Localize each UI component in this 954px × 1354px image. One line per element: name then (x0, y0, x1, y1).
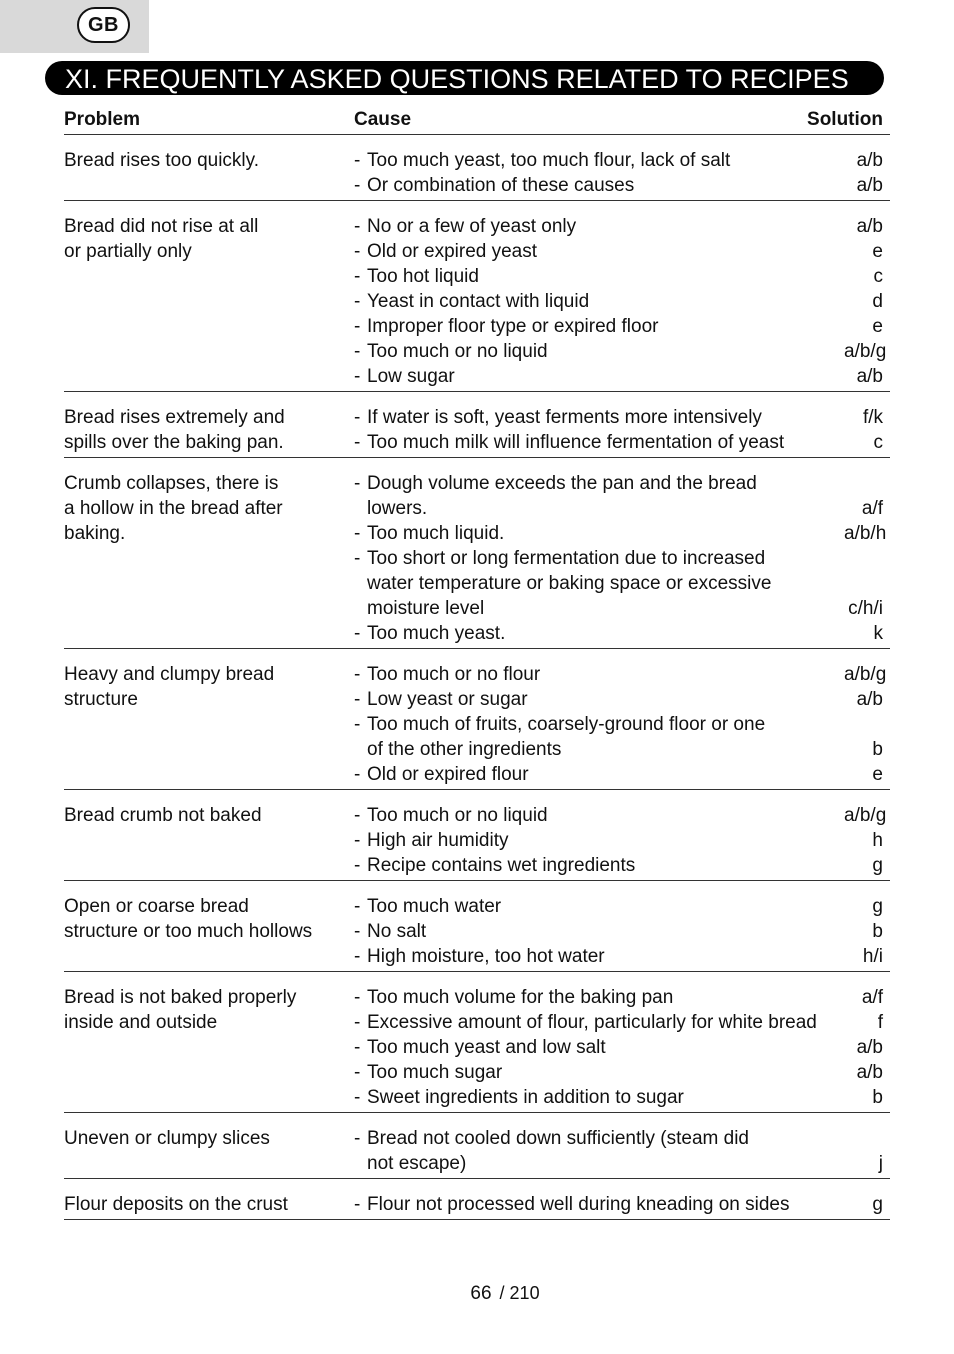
cause-line (354, 1060, 890, 1085)
solution-code: a/b/g (844, 805, 887, 826)
solution-code: h/i (862, 946, 883, 967)
cause-text: - Low sugar (354, 364, 844, 389)
table-row (64, 392, 890, 458)
cause-list (354, 1126, 890, 1176)
problem-cell: Bread did not rise at all or partially only (64, 216, 259, 262)
cause-line (354, 148, 890, 173)
solution-code: d (872, 291, 883, 312)
faq-table (64, 107, 890, 1220)
cause-text: - Too much or no liquid (354, 803, 844, 828)
cause-text: - High moisture, too hot water (354, 944, 844, 969)
problem-cell: Bread rises extremely and spills over the baking pan. (64, 407, 285, 453)
cause-text: - Or combination of these causes (354, 173, 844, 198)
solution-code: k (873, 623, 883, 644)
cause-line (354, 596, 890, 621)
cause-text: - Too much or no flour (354, 662, 844, 687)
problem-cell: Bread crumb not baked (64, 805, 262, 826)
cause-text: - If water is soft, yeast ferments more intensively (354, 405, 844, 430)
cause-line (354, 1126, 890, 1151)
solution-code: a/b (856, 689, 883, 710)
cause-list (354, 803, 890, 878)
cause-text: - Flour not processed well during kneading on sides (354, 1192, 844, 1217)
table-row (64, 790, 890, 881)
solution-code: c (873, 266, 883, 287)
problem-cell: Crumb collapses, there is a hollow in the bread after baking. (64, 473, 283, 544)
cause-line (354, 621, 890, 646)
table-header (64, 107, 890, 135)
solution-code: g (872, 896, 883, 917)
cause-text: - Too much volume for the baking pan (354, 985, 844, 1010)
cause-text: water temperature or baking space or excessive (367, 573, 772, 594)
cause-line (354, 1035, 890, 1060)
cause-list (354, 148, 890, 198)
solution-code: a/b/h (844, 523, 887, 544)
solution-code: a/b (856, 1062, 883, 1083)
cause-text: - No or a few of yeast only (354, 214, 844, 239)
solution-code: e (872, 764, 883, 785)
cause-line (354, 828, 890, 853)
cause-line (354, 1010, 890, 1035)
cause-text: - High air humidity (354, 828, 844, 853)
cause-text: - Sweet ingredients in addition to sugar (354, 1085, 844, 1110)
solution-code: f/k (862, 407, 883, 428)
table-row (64, 881, 890, 972)
cause-line (354, 687, 890, 712)
solution-code: c (873, 432, 883, 453)
cause-line (354, 944, 890, 969)
cause-line (354, 496, 890, 521)
cause-line (354, 214, 890, 239)
solution-code (844, 471, 890, 496)
cause-text: - Too much or no liquid (354, 339, 844, 364)
header-solution: Solution (807, 109, 883, 130)
solution-code (844, 571, 890, 596)
table-row (64, 201, 890, 392)
cause-list (354, 214, 890, 389)
cause-text: - Too short or long fermentation due to increased (354, 546, 844, 571)
solution-code (844, 546, 890, 571)
solution-code: g (872, 1194, 883, 1215)
problem-cell: Heavy and clumpy bread structure (64, 664, 275, 710)
solution-code: a/b (856, 216, 883, 237)
cause-line (354, 894, 890, 919)
cause-list (354, 471, 890, 646)
table-row (64, 649, 890, 790)
table-row (64, 1113, 890, 1179)
cause-line (354, 173, 890, 198)
page-footer (0, 1283, 954, 1305)
solution-code: a/b (856, 150, 883, 171)
header-cause: Cause (354, 109, 412, 130)
language-tab (0, 0, 149, 53)
language-badge: GB (77, 7, 130, 43)
table-row (64, 1179, 890, 1220)
cause-text: - Low yeast or sugar (354, 687, 844, 712)
solution-code: a/f (861, 987, 883, 1008)
header-problem: Problem (64, 109, 141, 130)
cause-text: - Dough volume exceeds the pan and the bread (354, 471, 844, 496)
table-body (64, 135, 890, 1220)
cause-line (354, 239, 890, 264)
cause-text: - Too much yeast. (354, 621, 844, 646)
cause-line (354, 1192, 890, 1217)
table-row (64, 458, 890, 649)
section-title: XI. FREQUENTLY ASKED QUESTIONS RELATED TO RECIPES (45, 61, 884, 95)
cause-line (354, 314, 890, 339)
cause-line (354, 289, 890, 314)
cause-text: moisture level (367, 598, 485, 619)
cause-line (354, 737, 890, 762)
cause-text: lowers. (367, 498, 428, 519)
solution-code: a/b/g (844, 341, 887, 362)
cause-text: - Too much yeast, too much flour, lack of salt (354, 148, 844, 173)
solution-code: a/b (856, 1037, 883, 1058)
cause-line (354, 853, 890, 878)
cause-text: - Old or expired yeast (354, 239, 844, 264)
cause-line (354, 405, 890, 430)
cause-list (354, 894, 890, 969)
cause-line (354, 712, 890, 737)
cause-line (354, 662, 890, 687)
cause-line (354, 339, 890, 364)
cause-text: - Excessive amount of flour, particularly for white bread (354, 1010, 844, 1035)
solution-code: a/b (856, 175, 883, 196)
cause-line (354, 1085, 890, 1110)
cause-line (354, 471, 890, 496)
cause-line (354, 430, 890, 455)
solution-code: b (872, 921, 883, 942)
cause-list (354, 662, 890, 787)
solution-code: b (872, 1087, 883, 1108)
solution-code (844, 712, 890, 737)
page-total: / 210 (499, 1283, 540, 1303)
cause-text: not escape) (367, 1153, 467, 1174)
problem-cell: Uneven or clumpy slices (64, 1128, 270, 1149)
cause-line (354, 803, 890, 828)
cause-line (354, 546, 890, 571)
cause-line (354, 762, 890, 787)
table-row (64, 135, 890, 201)
cause-line (354, 571, 890, 596)
cause-line (354, 521, 890, 546)
cause-text: - No salt (354, 919, 844, 944)
cause-text: - Too much milk will influence fermentation of yeast (354, 430, 844, 455)
problem-cell: Bread is not baked properly inside and outside (64, 987, 297, 1033)
solution-code: a/b (856, 366, 883, 387)
cause-text: - Too much liquid. (354, 521, 844, 546)
solution-code: j (878, 1153, 883, 1174)
solution-code (844, 1126, 890, 1151)
cause-text: - Too much yeast and low salt (354, 1035, 844, 1060)
solution-code: g (872, 855, 883, 876)
cause-text: - Improper floor type or expired floor (354, 314, 844, 339)
solution-code: h (872, 830, 883, 851)
cause-text: - Too much water (354, 894, 844, 919)
cause-line (354, 919, 890, 944)
solution-code: a/f (861, 498, 883, 519)
solution-code: c/h/i (848, 598, 883, 619)
cause-line (354, 1151, 890, 1176)
problem-cell: Bread rises too quickly. (64, 150, 260, 171)
page-number: 66 (470, 1283, 492, 1304)
problem-cell: Flour deposits on the crust (64, 1194, 288, 1215)
solution-code: e (872, 241, 883, 262)
cause-text: - Bread not cooled down sufficiently (steam did (354, 1126, 844, 1151)
cause-list (354, 985, 890, 1110)
solution-code: f (877, 1012, 883, 1033)
solution-code: b (872, 739, 883, 760)
cause-line (354, 264, 890, 289)
cause-text: - Recipe contains wet ingredients (354, 853, 844, 878)
cause-text: - Old or expired flour (354, 762, 844, 787)
cause-line (354, 985, 890, 1010)
cause-line (354, 364, 890, 389)
solution-code: a/b/g (844, 664, 887, 685)
cause-text: of the other ingredients (367, 739, 562, 760)
cause-list (354, 405, 890, 455)
cause-text: - Too much sugar (354, 1060, 844, 1085)
cause-list (354, 1192, 890, 1217)
table-row (64, 972, 890, 1113)
problem-cell: Open or coarse bread structure or too much hollows (64, 896, 313, 942)
cause-text: - Too hot liquid (354, 264, 844, 289)
cause-text: - Yeast in contact with liquid (354, 289, 844, 314)
solution-code: e (872, 316, 883, 337)
cause-text: - Too much of fruits, coarsely-ground floor or one (354, 712, 844, 737)
